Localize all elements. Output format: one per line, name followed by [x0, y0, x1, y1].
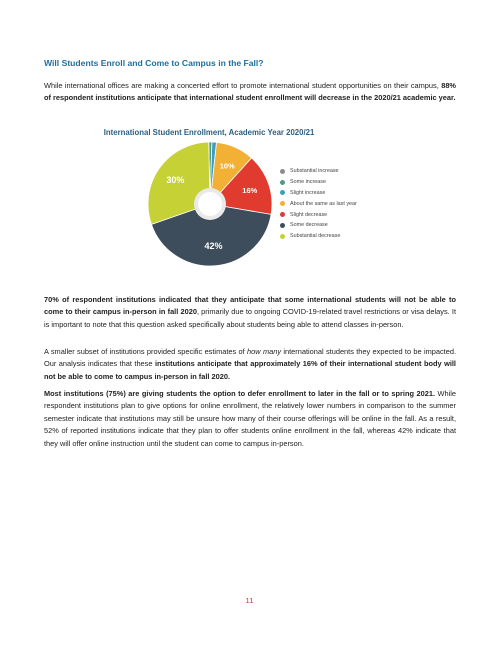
legend-item	[280, 220, 357, 231]
legend-label: Slight increase	[290, 189, 326, 196]
pie-slice-label: 30%	[166, 174, 185, 185]
legend-label: Substantial increase	[290, 168, 339, 175]
paragraph-bold-text: 70% of respondent institutions indicated that they anticipate that some international students will not be able to come to their campus in-person in fall 2020	[44, 295, 456, 317]
legend-swatch	[280, 212, 285, 217]
legend-label: Some increase	[290, 179, 326, 186]
paragraph-bold-text: institutions anticipate that approximately 16% of their international student body will not be able to come to campus in-person in fall 2020.	[44, 359, 456, 381]
paragraph-bold-text: Most institutions (75%) are giving students the option to defer enrollment to later in the fall or to spring 2021.	[44, 389, 435, 398]
paragraph-text: While international offices are making a concerted effort to promote international student opportunities on their campus,	[44, 81, 442, 90]
pie-chart	[140, 140, 280, 268]
legend-item	[280, 209, 357, 220]
legend-label: About the same as last year	[290, 200, 357, 207]
legend-swatch	[280, 169, 285, 174]
pie-slice-label: 10%	[219, 161, 235, 171]
paragraph-estimates	[44, 346, 456, 383]
pie-slice-label: 42%	[204, 241, 223, 251]
chart-title: International Student Enrollment, Academic Year 2020/21	[103, 128, 315, 137]
legend-swatch	[280, 201, 285, 206]
legend-label: Some decrease	[290, 222, 328, 229]
paragraph-text: While respondent institutions plan to give options for online enrollment, the relatively lower numbers in comparison to the summer semester indicate that institutions may still be unsure how many of their course offerings will be online in the fall. As a result, 52% of reported institutions indicate that they plan to offer students online enrollment in the fall, whereas 42% indicate that they will offer online instruction until the student can come to campus in-person.	[44, 389, 456, 448]
paragraph-intro	[44, 80, 456, 105]
pie-slice-label: 16%	[242, 186, 258, 196]
paragraph-bold-text: 88% of respondent institutions anticipate that international student enrollment will decrease in the 2020/21 academic year.	[44, 81, 456, 103]
legend-swatch	[280, 180, 285, 185]
chart-legend	[280, 166, 357, 242]
paragraph-text: A smaller subset of institutions provided specific estimates of	[44, 347, 248, 356]
section-heading: Will Students Enroll and Come to Campus in the Fall?	[44, 58, 264, 68]
legend-item	[280, 231, 357, 242]
paragraph-italic-text: how many	[247, 347, 282, 356]
legend-item	[280, 198, 357, 209]
legend-item	[280, 166, 357, 177]
paragraph-text: , primarily due to ongoing COVID-19-related travel restrictions or visa delays. It is important to note that this question asked specifically about students being able to attend classes in-person.	[44, 307, 457, 329]
pie-center-hole	[198, 192, 222, 216]
paragraph-in-person	[44, 294, 456, 331]
legend-item	[280, 177, 357, 188]
paragraph-defer	[44, 388, 456, 450]
legend-label: Slight decrease	[290, 211, 328, 218]
legend-swatch	[280, 234, 285, 239]
page-number: 11	[245, 596, 254, 605]
legend-swatch	[280, 190, 285, 195]
legend-item	[280, 188, 357, 199]
legend-swatch	[280, 223, 285, 228]
legend-label: Substantial decrease	[290, 233, 341, 240]
paragraph-text: international students they expected to be impacted. Our analysis indicates that these	[44, 347, 457, 369]
